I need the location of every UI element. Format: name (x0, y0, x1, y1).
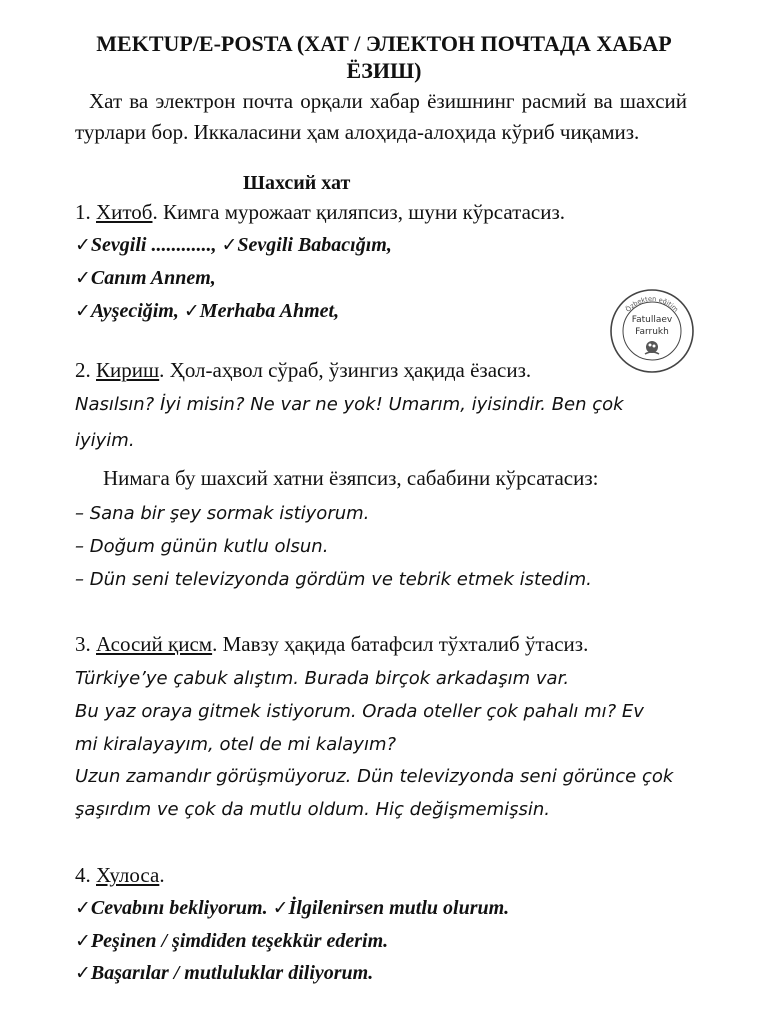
greeting-line-3 (75, 300, 339, 323)
section-subtitle: Шахсий хат (243, 172, 351, 194)
section-1-term: Хитоб (96, 200, 153, 224)
reason-example: – Sana bir şey sormak istiyorum. (75, 503, 370, 524)
closing-line-3 (75, 962, 373, 985)
closing-example: İlgilenirsen mutlu olurum. (288, 897, 510, 919)
closing-example: Cevabını bekliyorum. (90, 897, 268, 919)
checkmark-icon: ✓ (75, 930, 91, 952)
stamp-emblem-icon (645, 341, 659, 354)
closing-example: Başarılar / mutluluklar diliyorum. (90, 962, 374, 984)
body-example-line: şaşırdım ve çok da mutlu oldum. Hiç değişmemişsin. (75, 799, 550, 820)
page-title: MEKTUP/E-POSTA (ХАТ / ЭЛЕКТОН ПОЧТАДА ХАБАР ЁЗИШ) (96, 31, 672, 83)
greeting-example: Canım Annem, (90, 267, 216, 289)
section-3-heading (75, 632, 588, 657)
greeting-example: Sevgili Babacığım, (237, 234, 392, 256)
stamp-name-2: Farrukh (635, 327, 669, 337)
closing-line-2 (75, 930, 388, 953)
section-4-heading (75, 863, 165, 888)
body-example-line: Uzun zamandır görüşmüyoruz. Dün televizyonda seni görünce çok (75, 766, 674, 787)
section-3-number: 3. (75, 632, 91, 656)
svg-text:Özbekten eğitim (623, 295, 680, 314)
checkmark-icon: ✓ (183, 300, 200, 322)
section-3-term: Асосий қисм (96, 632, 213, 656)
reason-example: – Dün seni televizyonda gördüm ve tebrik etmek istedim. (75, 569, 592, 590)
intro-example-line-2: iyiyim. (75, 430, 135, 451)
closing-example: Peşinen / şimdiden teşekkür ederim. (90, 930, 389, 952)
checkmark-icon: ✓ (75, 962, 91, 984)
section-2-term: Кириш (96, 358, 160, 382)
checkmark-icon: ✓ (75, 267, 91, 289)
intro-example-line-1: Nasılsın? İyi misin? Ne var ne yok! Umarım, iyisindir. Ben çok (75, 394, 624, 415)
greeting-example: Sevgili ............, (90, 234, 217, 256)
greeting-line-2 (75, 267, 216, 290)
checkmark-icon: ✓ (221, 234, 238, 256)
stamp-arc-text: Özbekten eğitim (624, 294, 680, 314)
body-example-line: mi kiralayayım, otel de mi kalayım? (75, 734, 397, 755)
section-2-number: 2. (75, 358, 91, 382)
section-3-description: . Мавзу ҳақида батафсил тўхталиб ўтасиз. (212, 632, 589, 656)
body-example-line: Türkiye’ye çabuk alıştım. Burada birçok arkadaşım var. (75, 668, 570, 689)
greeting-example: Ayşeciğim, (90, 300, 179, 322)
checkmark-icon: ✓ (272, 897, 289, 919)
body-example-line: Bu yaz oraya gitmek istiyorum. Orada oteller çok pahalı mı? Ev (75, 701, 644, 722)
reason-paragraph: Нимага бу шахсий хатни ёзяпсиз, сабабини кўрсатасиз: (103, 466, 599, 490)
section-4-term: Хулоса (96, 863, 160, 887)
section-1-number: 1. (75, 200, 91, 224)
section-1-description: . Кимга мурожаат қиляпсиз, шуни кўрсатасиз. (152, 200, 566, 224)
section-2-heading (75, 358, 531, 383)
section-2-description: . Ҳол-аҳвол сўраб, ўзингиз ҳақида ёзасиз. (159, 358, 532, 382)
section-4-description: . (159, 863, 165, 887)
stamp-name-1: Fatullaev (631, 315, 673, 325)
section-1-heading (75, 200, 565, 225)
intro-paragraph: Хат ва электрон почта орқали хабар ёзишнинг расмий ва шахсий турлари бор. Иккаласини ҳам алоҳида-алоҳида кўриб чиқамиз. (75, 89, 687, 144)
greeting-example: Merhaba Ahmet, (199, 300, 340, 322)
checkmark-icon: ✓ (75, 234, 91, 256)
section-4-number: 4. (75, 863, 91, 887)
greeting-line-1 (75, 234, 392, 257)
reason-example: – Doğum günün kutlu olsun. (75, 536, 329, 557)
checkmark-icon: ✓ (75, 897, 91, 919)
author-stamp (609, 288, 695, 374)
checkmark-icon: ✓ (75, 300, 91, 322)
closing-line-1 (75, 897, 509, 920)
